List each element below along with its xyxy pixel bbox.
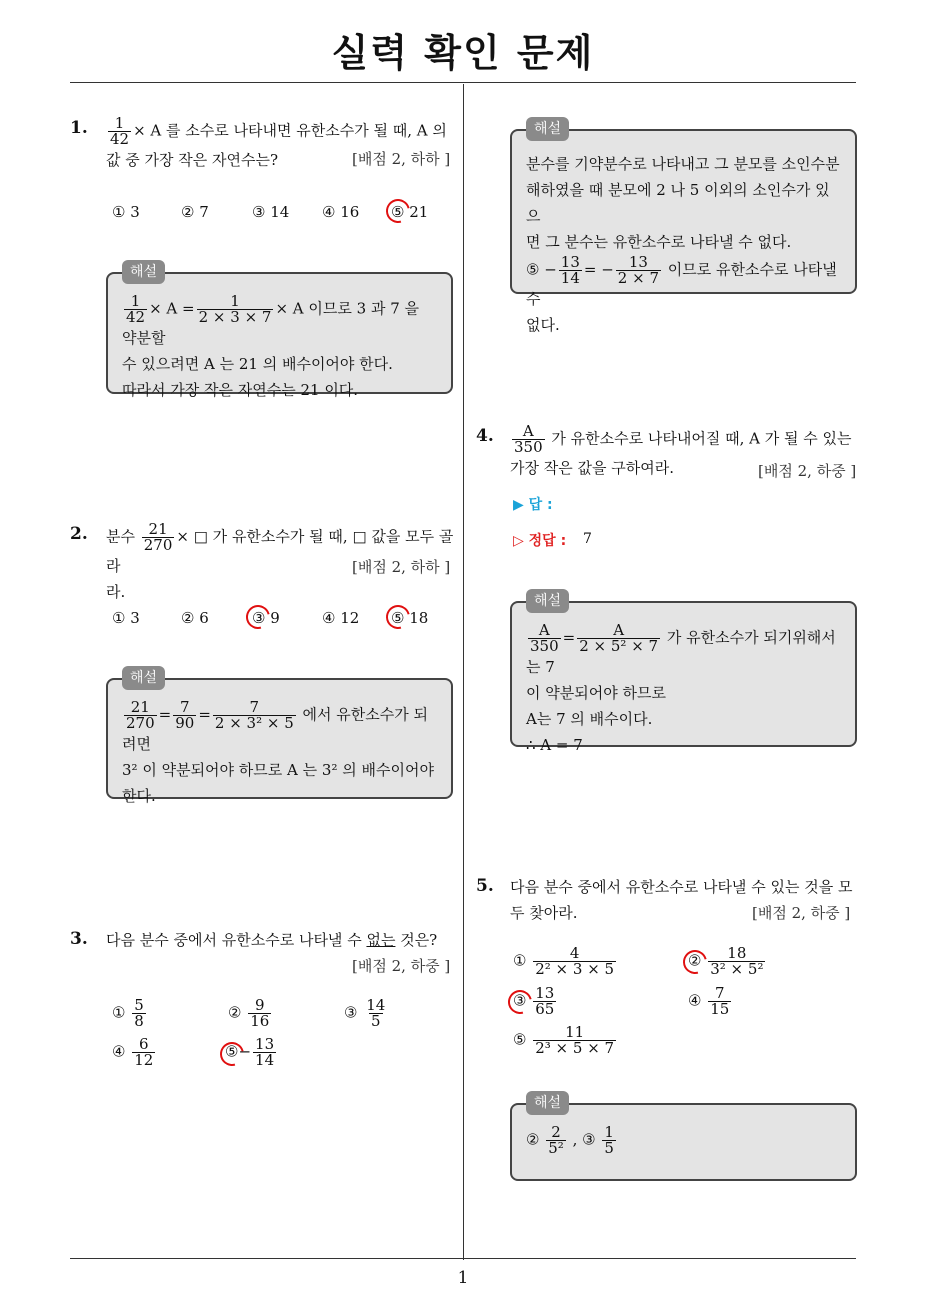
- correct-answer-label: ▷ 정답 :: [513, 533, 567, 549]
- solution-tag: 해설: [526, 117, 569, 141]
- q3-option-3[interactable]: ③ $\frac{14}{5}$: [344, 996, 386, 1030]
- q2-option-1[interactable]: ① 3: [112, 609, 140, 627]
- answer-label: ▶ 답 :: [513, 497, 553, 513]
- q5-option-1[interactable]: ① $\frac{4}{\text{2² × 3 × 5}}$: [513, 944, 615, 978]
- q1-meta: [배점 2, 하하 ]: [352, 150, 451, 168]
- question-2-number: 2.: [70, 524, 88, 544]
- q3-meta: [배점 2, 하중 ]: [352, 957, 451, 975]
- q2-meta: [배점 2, 하하 ]: [352, 558, 451, 576]
- q1-option-1[interactable]: ① 3: [112, 203, 140, 221]
- q5-meta: [배점 2, 하중 ]: [752, 904, 851, 922]
- q2-option-4[interactable]: ④ 12: [322, 609, 360, 627]
- q2-solution-box: 해설 $\frac{21}{270}$ = $\frac{7}{90}$ = $\frac{7}{\text{2 × 3² × 5}}$ 에서 유한소수가 되려면 3² 이 약분되어야 하므로 A 는 3² 의 배수이어야 한다.: [106, 678, 453, 799]
- q1-option-2[interactable]: ② 7: [181, 203, 209, 221]
- q2-option-2[interactable]: ② 6: [181, 609, 209, 627]
- answer-circle-mark: [382, 601, 415, 634]
- q3-option-1[interactable]: ① $\frac{5}{8}$: [112, 996, 144, 1030]
- solution-tag: 해설: [526, 1091, 569, 1115]
- question-4-text: $\frac{A}{350}$ 가 유한소수로 나타내어질 때, A 가 될 수 있는 가장 작은 값을 구하여라.: [510, 422, 852, 477]
- q1-fraction: $\frac{1}{42}$: [110, 114, 130, 148]
- top-rule: [70, 82, 856, 83]
- q1-option-5[interactable]: ⑤ 21: [391, 203, 429, 221]
- question-5-text: 다음 분수 중에서 유한소수로 나타낼 수 있는 것을 모 두 찾아라.: [510, 878, 853, 922]
- q2-option-3[interactable]: ③ 9: [252, 609, 280, 627]
- question-4-number: 4.: [476, 426, 494, 446]
- q1-solution-box: 해설 $\frac{1}{42}$ × A = $\frac{1}{2 \times 3 \times 7}$ × A 이므로 3 과 7 을 약분할 수 있으려면 A 는 21 의 배수이어야 한다. 따라서 가장 작은 자연수는 21 이다.: [106, 272, 453, 394]
- bottom-rule: [70, 1258, 856, 1259]
- solution-tag: 해설: [122, 666, 165, 690]
- question-3-text: 다음 분수 중에서 유한소수로 나타낼 수 없는 것은?: [106, 931, 438, 949]
- question-3-number: 3.: [70, 929, 88, 949]
- q2-option-5[interactable]: ⑤ 18: [391, 609, 429, 627]
- q4-solution-box: 해설 $\frac{A}{350}$ = $\frac{A}{\text{2 × 5² × 7}}$ 가 유한소수가 되기위해서는 7 이 약분되어야 하므로 A는 7 의 배수이다. ∴ A = 7: [510, 601, 857, 747]
- correct-answer-value: 7: [583, 531, 592, 547]
- q5-option-4[interactable]: ④ $\frac{7}{15}$: [688, 984, 730, 1018]
- answer-circle-mark: [382, 195, 415, 228]
- q4-meta: [배점 2, 하중 ]: [758, 462, 857, 480]
- question-1-text: $\frac{1}{42}$ × A 를 소수로 나타내면 유한소수가 될 때, A 의 값 중 가장 작은 자연수는?: [106, 114, 447, 169]
- q5-solution-box: 해설 ② $\frac{2}{\text{5²}}$ , ③ $\frac{1}{5}$: [510, 1103, 857, 1181]
- column-divider: [463, 84, 464, 1260]
- q5-option-3[interactable]: ③ $\frac{13}{65}$: [513, 984, 555, 1018]
- question-2-text: 분수 $\frac{21}{270}$ × □ 가 유한소수가 될 때, □ 값을 모두 골라 라.: [106, 520, 454, 601]
- question-1-number: 1.: [70, 118, 88, 138]
- q1-option-4[interactable]: ④ 16: [322, 203, 360, 221]
- q5-option-2[interactable]: ② $\frac{18}{\text{3² × 5²}}$: [688, 944, 764, 978]
- question-5-number: 5.: [476, 876, 494, 896]
- page-number: 1: [457, 1268, 469, 1288]
- q3-option-4[interactable]: ④ $\frac{6}{12}$: [112, 1035, 154, 1069]
- answer-circle-mark: [242, 601, 275, 634]
- q1-option-3[interactable]: ③ 14: [252, 203, 290, 221]
- q3-option-2[interactable]: ② $\frac{9}{16}$: [228, 996, 270, 1030]
- q3-solution-box: 해설 분수를 기약분수로 나타내고 그 분모를 소인수분 해하였을 때 분모에 2 나 5 이외의 소인수가 있으 면 그 분수는 유한소수로 나타낼 수 없다. ⑤ − $\frac{13}{14}$ = − $\frac{13}{2 \times 7}$ 이므로 유한소수로 나타낼 수 없다.: [510, 129, 857, 294]
- page-title: 실력 확인 문제: [331, 31, 595, 75]
- solution-tag: 해설: [526, 589, 569, 613]
- q3-option-5[interactable]: ⑤− $\frac{13}{14}$: [225, 1035, 275, 1069]
- q5-option-5[interactable]: ⑤ $\frac{11}{\text{2³ × 5 × 7}}$: [513, 1023, 615, 1057]
- solution-tag: 해설: [122, 260, 165, 284]
